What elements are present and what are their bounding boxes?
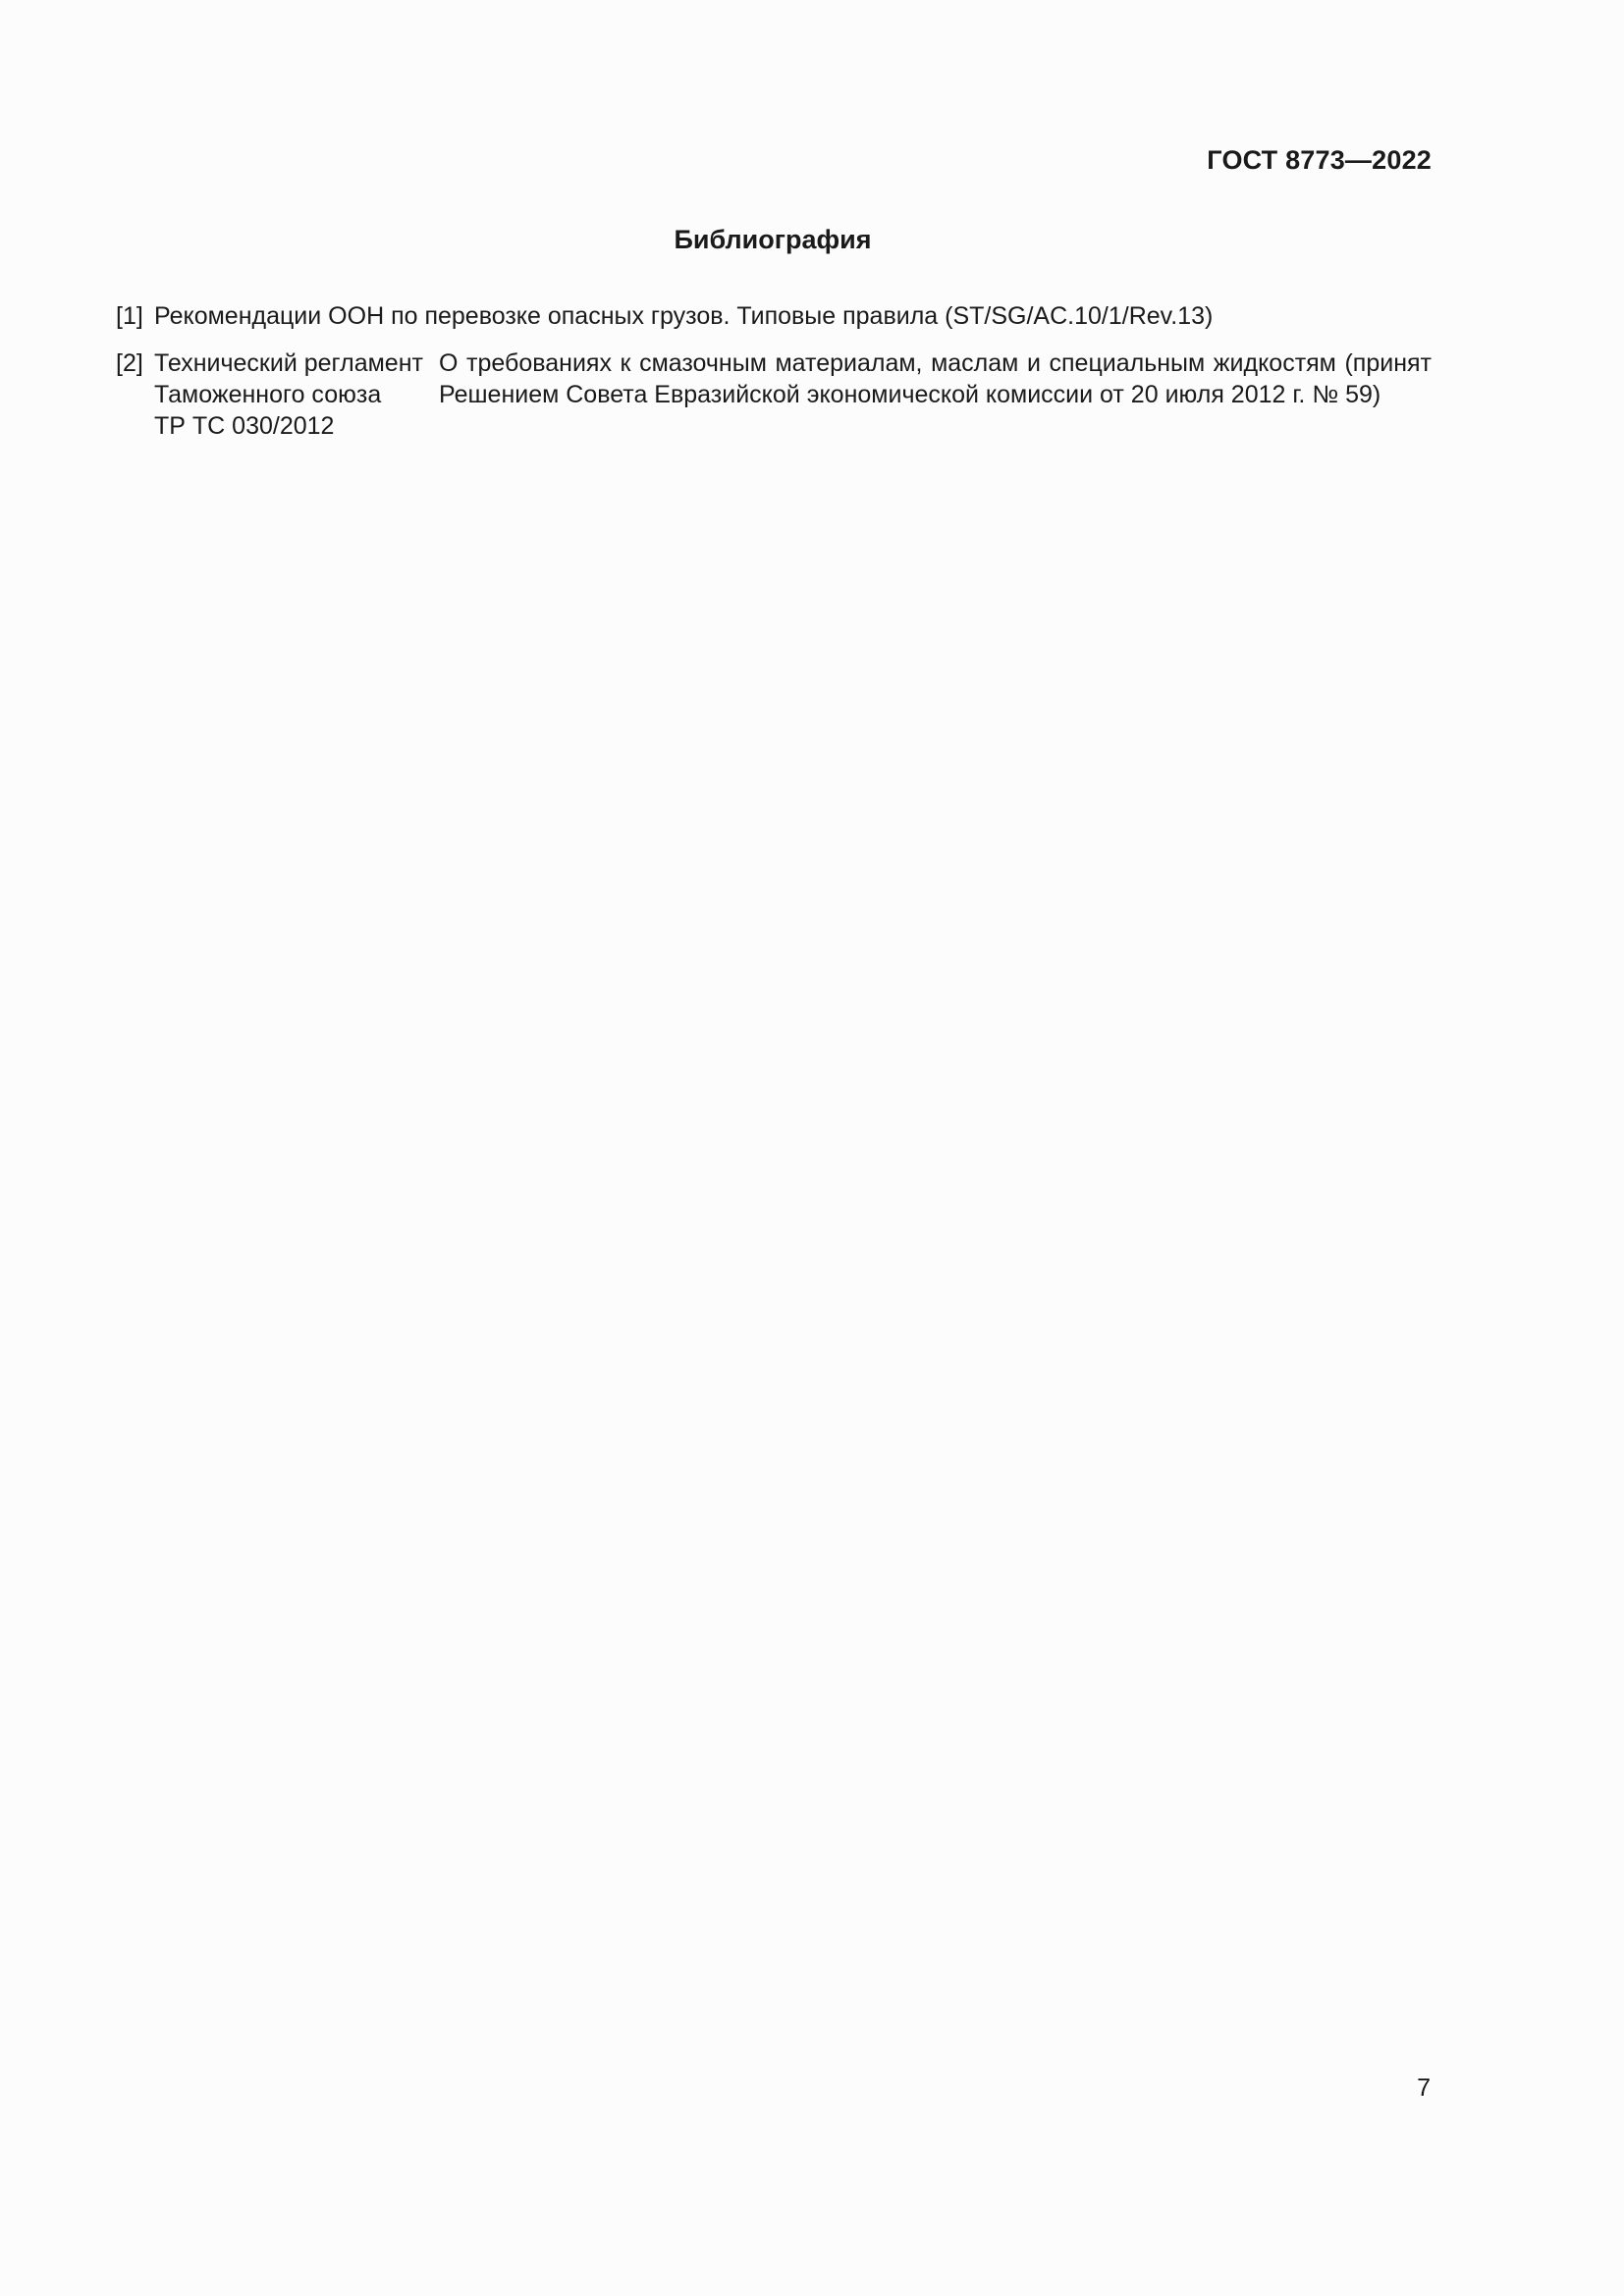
- document-code: ГОСТ 8773—2022: [1207, 145, 1432, 175]
- document-designation-line: Таможенного союза: [154, 381, 382, 408]
- bibliography-entry-number: [2]: [116, 349, 143, 377]
- bibliography-entry-document: [154, 347, 439, 442]
- section-title: Библиография: [674, 225, 872, 254]
- bibliography-entry-2: [116, 347, 1432, 442]
- document-designation-line: Технический регламент: [154, 349, 423, 377]
- bibliography-list: [116, 300, 1432, 457]
- document-designation-line: ТР ТС 030/2012: [154, 412, 335, 440]
- bibliography-entry-text: Рекомендации ООН по перевозке опасных грузов. Типовые правила (ST/SG/AC.10/1/Rev.13): [154, 302, 1214, 330]
- bibliography-entry-number: [1]: [116, 302, 143, 330]
- bibliography-entry-1: [116, 300, 1432, 332]
- bibliography-entry-description: О требованиях к смазочным материалам, маслам и специальным жидкостям (принят Решением Совета Евразийской экономической комиссии от 20 июля 2012 г. № 59): [439, 349, 1432, 408]
- page-number: 7: [1417, 2074, 1431, 2102]
